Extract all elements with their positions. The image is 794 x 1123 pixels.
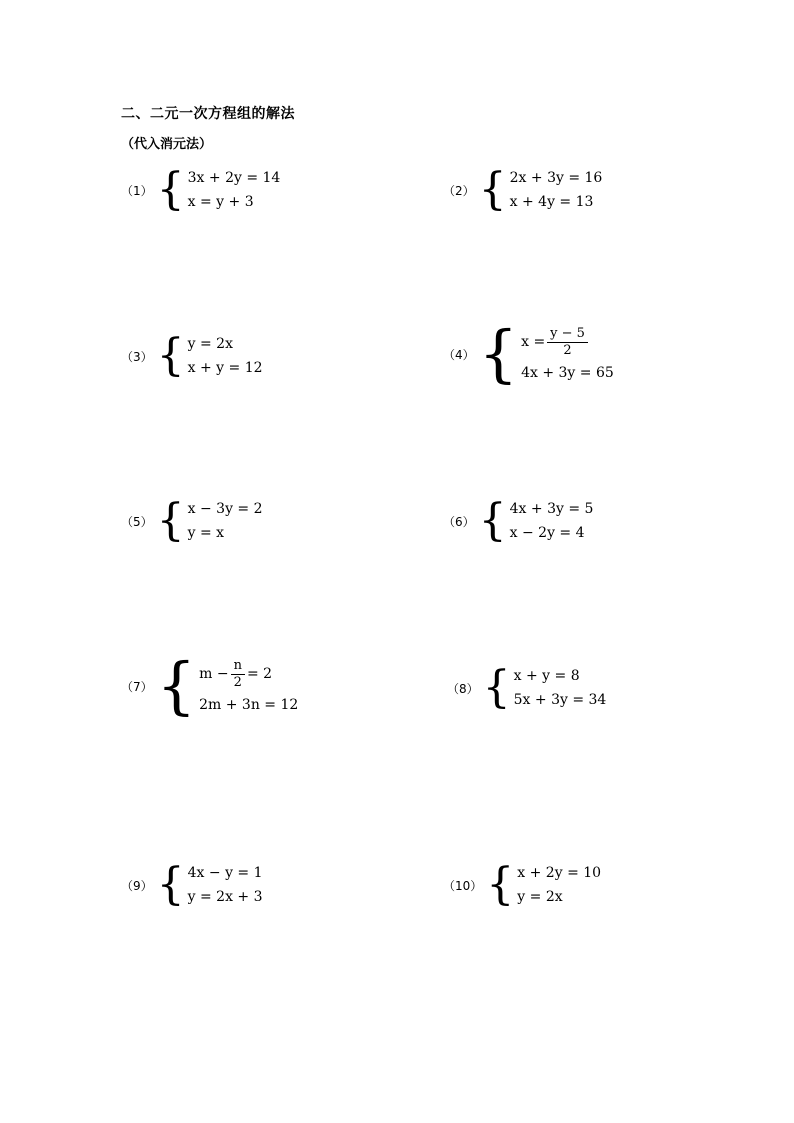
equation-1: x + y = 8 [513,668,580,684]
problem-7 [121,649,299,722]
problem-number: （2） [443,183,475,198]
equation-1: 2x + 3y = 16 [509,170,603,186]
equation-rhs: = 2 [246,666,273,682]
problem-10 [443,861,601,909]
section-heading: 二、二元一次方程组的解法 [121,106,295,122]
problem-number: （1） [121,183,153,198]
fraction [231,658,245,691]
equation-1: 4x + 3y = 5 [509,501,594,517]
problem-1 [121,166,280,214]
fraction [547,326,588,359]
equation-1: y = 2x [187,336,233,352]
problem-5 [121,497,263,545]
problem-9 [121,861,263,909]
equation-2: x + y = 12 [187,360,263,376]
left-brace: { [156,330,185,381]
equation-1: 4x − y = 1 [187,865,263,881]
equation-system [510,497,594,545]
equation-2: 2m + 3n = 12 [199,697,299,713]
left-brace: { [482,662,511,713]
equation-system [188,497,263,545]
method-subtitle: （代入消元法） [121,137,213,152]
equation-2: y = 2x + 3 [187,889,263,905]
problem-4 [443,317,614,390]
equation-system [510,166,603,214]
equation-system [521,323,614,385]
left-brace: { [156,649,197,722]
problem-number: （4） [443,347,475,362]
problem-8 [447,664,606,712]
problem-6 [443,497,593,545]
equation-2: 4x + 3y = 65 [521,365,614,381]
problem-number: （8） [447,681,479,696]
equation-1 [199,655,298,693]
equation-1: x − 3y = 2 [187,501,263,517]
equation-1 [521,323,614,361]
equation-2: 5x + 3y = 34 [513,692,607,708]
problem-number: （9） [121,878,153,893]
left-brace: { [156,164,185,215]
fraction-denominator: 2 [233,674,242,690]
equation-system [188,861,263,909]
problem-number: （6） [443,514,475,529]
left-brace: { [478,317,519,390]
problem-number: （3） [121,349,153,364]
equation-system [199,655,298,717]
left-brace: { [478,164,507,215]
equation-system [188,332,263,380]
equation-lhs: x = [521,334,546,350]
equation-1: 3x + 2y = 14 [187,170,281,186]
equation-1: x + 2y = 10 [517,865,602,881]
problem-2 [443,166,602,214]
left-brace: { [486,859,515,910]
left-brace: { [478,495,507,546]
equation-system [514,664,607,712]
equation-2: x = y + 3 [187,194,254,210]
problem-number: （10） [443,878,483,893]
equation-2: x − 2y = 4 [509,525,585,541]
left-brace: { [156,495,185,546]
equation-system [188,166,281,214]
fraction-numerator: n [231,658,245,675]
equation-2: x + 4y = 13 [509,194,594,210]
equation-lhs: m − [199,666,229,682]
fraction-numerator: y − 5 [547,326,588,343]
left-brace: { [156,859,185,910]
problem-3 [121,332,263,380]
equation-2: y = 2x [517,889,563,905]
equation-2: y = x [187,525,225,541]
problem-number: （5） [121,514,153,529]
equation-system [517,861,601,909]
problem-number: （7） [121,679,153,694]
fraction-denominator: 2 [563,342,572,358]
